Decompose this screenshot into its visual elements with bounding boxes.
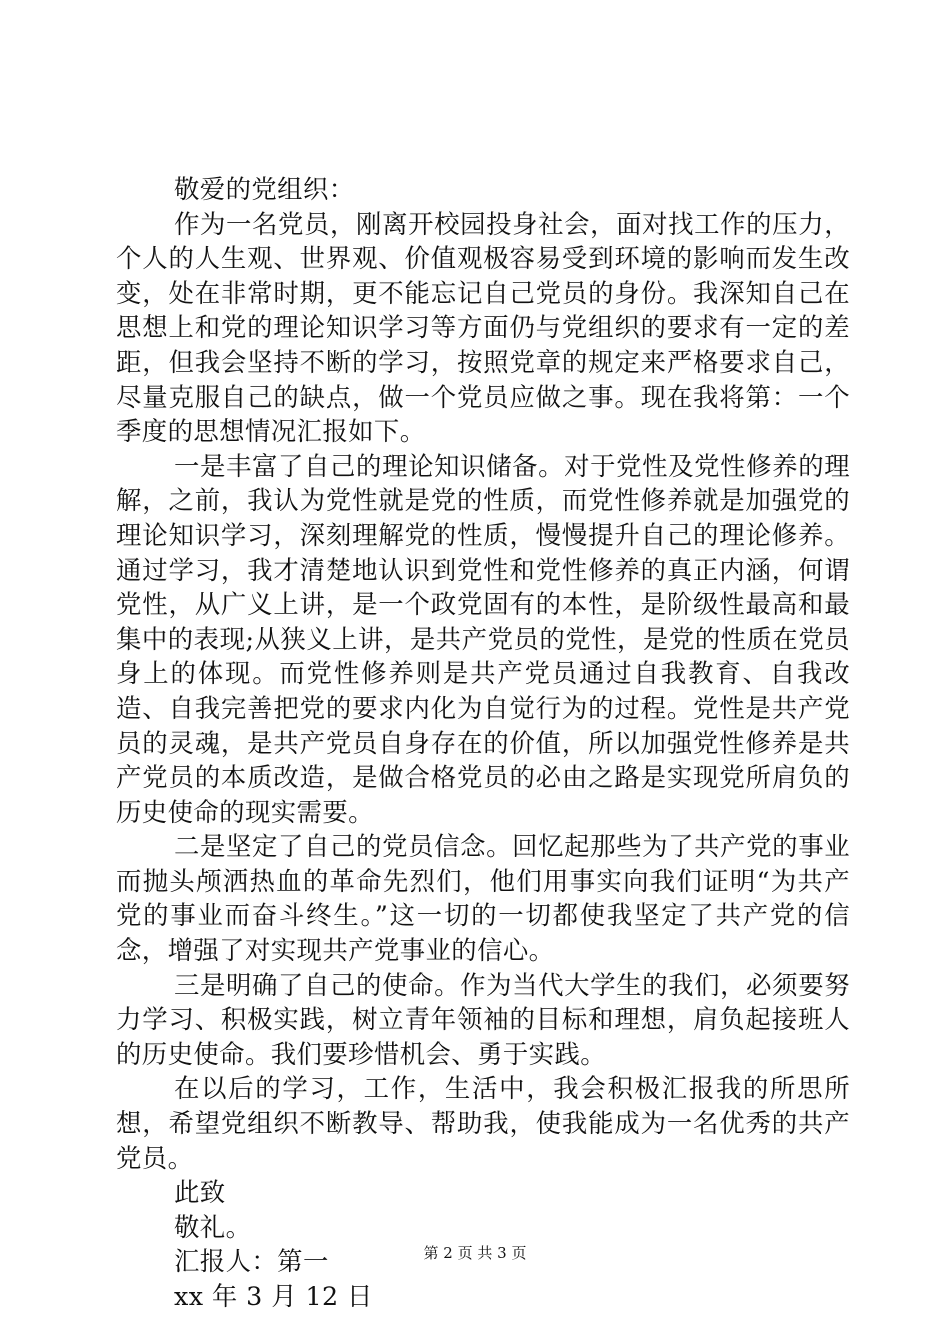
- closing-greeting: 此致: [174, 1177, 226, 1208]
- paragraph-intro: 作为一名党员，刚离开校园投身社会，面对找工作的压力，个人的人生观、世界观、价值观极容易受到环境的影响而发生改变，处在非常时期，更不能忘记自己党员的身份。我深知自己在思想上和党的理论知识学习等方面仍与党组织的要求有一定的差距，但我会坚持不断的学习，按照党章的规定来严格要求自己，尽量克服自己的缺点，做一个党员应做之事。现在我将第：一个季度的思想情况汇报如下。: [116, 208, 850, 447]
- paragraph-point-two: 二是坚定了自己的党员信念。回忆起那些为了共产党的事业而抛头颅洒热血的革命先烈们，他们用事实向我们证明“为共产党的事业而奋斗终生。”这一切的一切都使我坚定了共产党的信念，增强了对实现共产党事业的信心。: [116, 831, 850, 966]
- page-number-footer: 第 2 页 共 3 页: [423, 1244, 527, 1262]
- letter-body: [116, 172, 850, 1314]
- reporter-signature: 汇报人：第一: [174, 1246, 329, 1277]
- salutation: 敬爱的党组织：: [174, 174, 355, 204]
- report-date: xx 年 3 月 12 日: [174, 1281, 373, 1311]
- paragraph-point-one: 一是丰富了自己的理论知识储备。对于党性及党性修养的理解，之前，我认为党性就是党的性质，而党性修养就是加强党的理论知识学习，深刻理解党的性质，慢慢提升自己的理论修养。通过学习，我才清楚地认识到党性和党性修养的真正内涵，何谓党性，从广义上讲，是一个政党固有的本性，是阶级性最高和最集中的表现;从狭义上讲，是共产党员的党性，是党的性质在党员身上的体现。而党性修养则是共产党员通过自我教育、自我改造、自我完善把党的要求内化为自觉行为的过程。党性是共产党员的灵魂，是共产党员自身存在的价值，所以加强党性修养是共产党员的本质改造，是做合格党员的必由之路是实现党所肩负的历史使命的现实需要。: [116, 450, 850, 827]
- closing-salute: 敬礼。: [174, 1211, 252, 1242]
- paragraph-point-three: 三是明确了自己的使命。作为当代大学生的我们，必须要努力学习、积极实践，树立青年领袖的目标和理想，肩负起接班人的历史使命。我们要珍惜机会、勇于实践。: [116, 969, 850, 1069]
- paragraph-conclusion: 在以后的学习，工作，生活中，我会积极汇报我的所思所想，希望党组织不断教导、帮助我，使我能成为一名优秀的共产党员。: [116, 1073, 850, 1173]
